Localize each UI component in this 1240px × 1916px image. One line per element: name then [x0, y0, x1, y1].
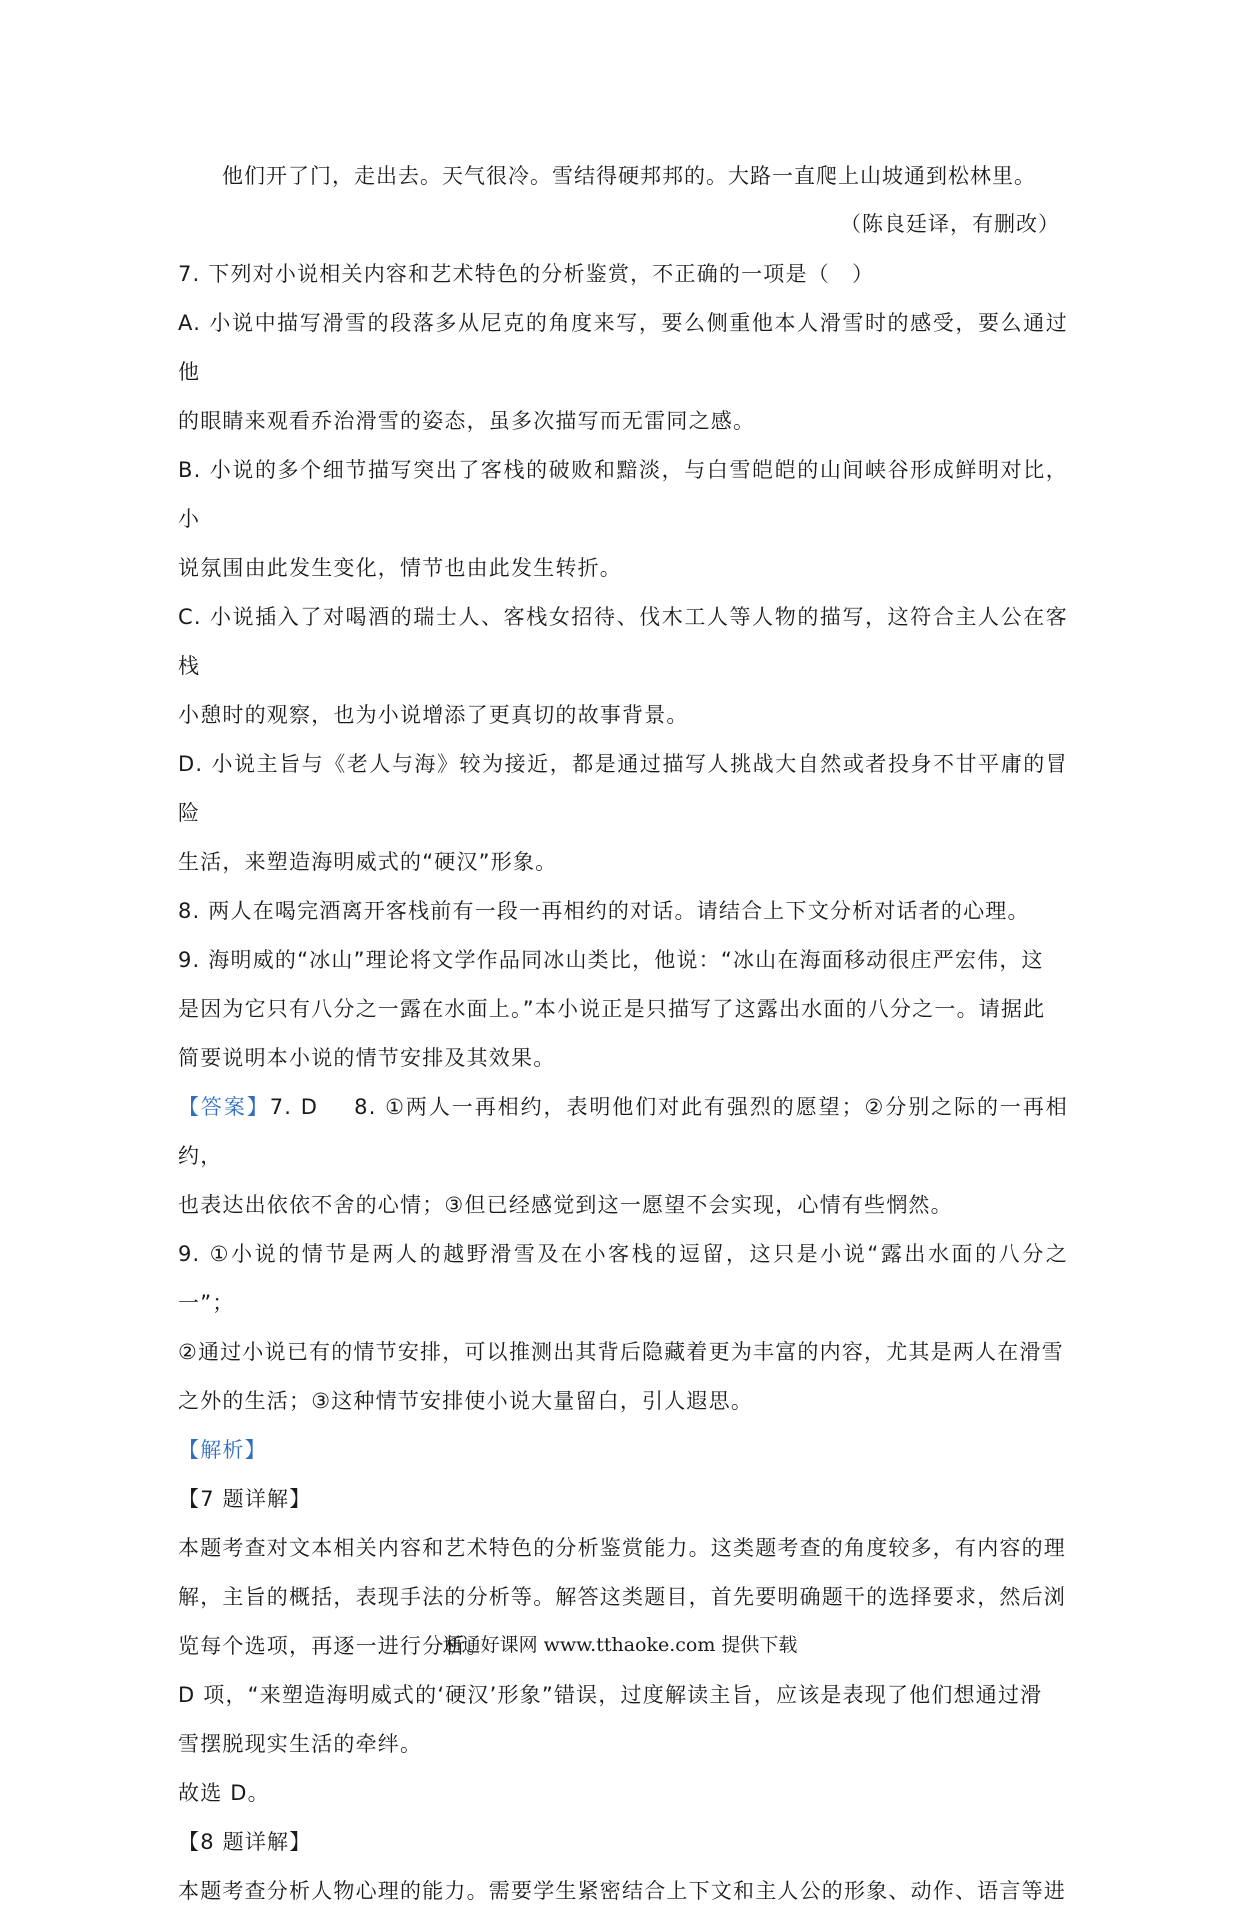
option-d-line-2: 生活，来塑造海明威式的“硬汉”形象。	[178, 850, 558, 874]
q7-analysis-line-3: 览每个选项，再逐一进行分析。	[178, 1634, 489, 1658]
q7-analysis-line-4: D 项，“来塑造海明威式的‘硬汉’形象”错误，过度解读主旨，应该是表现了他们想通过滑	[178, 1683, 1043, 1707]
option-c-line-2: 小憩时的观察，也为小说增添了更真切的故事背景。	[178, 703, 689, 727]
answer-7: 7. D	[269, 1095, 319, 1119]
option-b-line-1: B. 小说的多个细节描写突出了客栈的破败和黯淡，与白雪皑皑的山间峡谷形成鲜明对比，小	[178, 458, 1068, 531]
q7-choice: 故选 D。	[178, 1781, 270, 1805]
answer-8-line-2: 也表达出依依不舍的心情；③但已经感觉到这一愿望不会实现，心情有些惘然。	[178, 1193, 953, 1217]
question-9-line-2: 是因为它只有八分之一露在水面上。”本小说正是只描写了这露出水面的八分之一。请据此	[178, 997, 1046, 1021]
question-7-stem: 7. 下列对小说相关内容和艺术特色的分析鉴赏，不正确的一项是（ ）	[178, 262, 875, 286]
q7-analysis-line-5: 雪摆脱现实生活的牵绊。	[178, 1732, 423, 1756]
question-8: 8. 两人在喝完酒离开客栈前有一段一再相约的对话。请结合上下文分析对话者的心理。	[178, 899, 1030, 923]
option-a-line-1: A. 小说中描写滑雪的段落多从尼克的角度来写，要么侧重他本人滑雪时的感受，要么通过他	[178, 311, 1068, 384]
q8-analysis-line-1: 本题考查分析人物心理的能力。需要学生紧密结合上下文和主人公的形象、动作、语言等进	[178, 1879, 1066, 1903]
translator-note: （陈良廷译，有删改）	[840, 212, 1060, 236]
question-9-line-3: 简要说明本小说的情节安排及其效果。	[178, 1046, 556, 1070]
answer-8-line-1: 8. ①两人一再相约，表明他们对此有强烈的愿望；②分别之际的一再相约，	[178, 1095, 1068, 1168]
passage-closing-line: 他们开了门，走出去。天气很冷。雪结得硬邦邦的。大路一直爬上山坡通到松林里。	[222, 164, 1036, 188]
answer-9-line-1: 9. ①小说的情节是两人的越野滑雪及在小客栈的逗留，这只是小说“露出水面的八分之一”；	[178, 1242, 1068, 1315]
q7-analysis-line-1: 本题考查对文本相关内容和艺术特色的分析鉴赏能力。这类题考查的角度较多，有内容的理	[178, 1536, 1066, 1560]
answer-9-line-2: ②通过小说已有的情节安排，可以推测出其背后隐藏着更为丰富的内容，尤其是两人在滑雪	[178, 1340, 1064, 1364]
question-9-line-1: 9. 海明威的“冰山”理论将文学作品同冰山类比，他说：“冰山在海面移动很庄严宏伟，这	[178, 948, 1044, 972]
option-c-line-1: C. 小说插入了对喝酒的瑞士人、客栈女招待、伐木工人等人物的描写，这符合主人公在客栈	[178, 605, 1068, 678]
analysis-label: 【解析】	[178, 1438, 267, 1462]
page-footer: 通通好课网 www.tthaoke.com 提供下载	[442, 1634, 798, 1656]
answer-9-line-3: 之外的生活；③这种情节安排使小说大量留白，引人遐思。	[178, 1389, 754, 1413]
q7-detail-heading: 【7 题详解】	[178, 1487, 312, 1511]
q7-analysis-line-2: 解，主旨的概括，表现手法的分析等。解答这类题目，首先要明确题干的选择要求，然后浏	[178, 1585, 1066, 1609]
q8-detail-heading: 【8 题详解】	[178, 1830, 312, 1854]
option-b-line-2: 说氛围由此发生变化，情节也由此发生转折。	[178, 556, 622, 580]
option-d-line-1: D. 小说主旨与《老人与海》较为接近，都是通过描写人挑战大自然或者投身不甘平庸的冒险	[178, 752, 1068, 825]
option-a-line-2: 的眼睛来观看乔治滑雪的姿态，虽多次描写而无雷同之感。	[178, 409, 756, 433]
answer-line-1	[178, 1083, 1068, 1181]
answer-label: 【答案】	[178, 1095, 270, 1119]
question-block	[178, 250, 1068, 1916]
